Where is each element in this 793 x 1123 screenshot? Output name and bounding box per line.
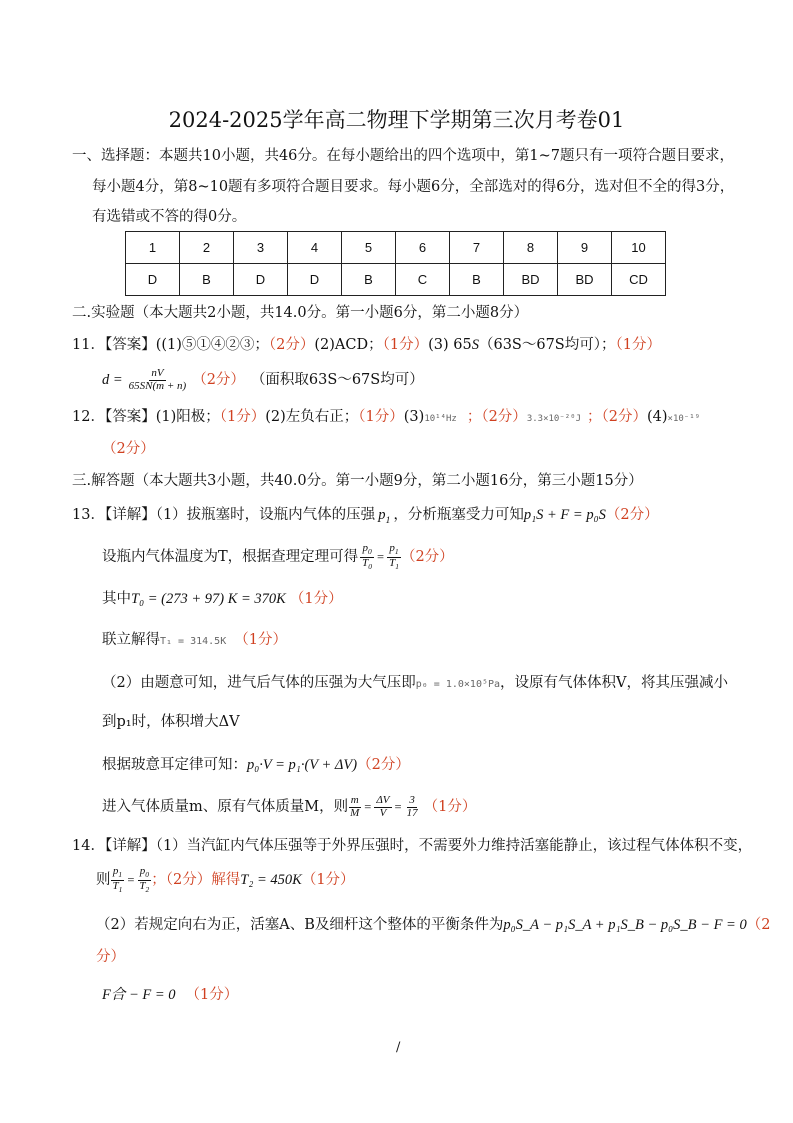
q11-formula-lhs: d =: [102, 372, 123, 389]
q13-l3-score: （1分）: [289, 591, 343, 607]
q13-line3: [102, 589, 343, 609]
table-cell: 4: [288, 232, 342, 264]
q13-l4-score: （1分）: [234, 632, 287, 648]
q14-l3a: （2）若规定向右为正，活塞A、B及细杆这个整体的平衡条件为: [96, 917, 504, 933]
q13-charles-equation: $\frac{p_0}{T_0}$ = $\frac{p_1}{T_1}$: [362, 542, 399, 571]
q11-score2: （1分）: [382, 337, 429, 353]
table-cell: 10: [612, 232, 666, 264]
section1-line1: 一、选择题：本题共10小题，共46分。在每小题给出的四个选项中，第1~7题只有一项符合题目要求，: [72, 148, 734, 164]
page-title: 2024-2025学年高二物理下学期第三次月考卷01: [168, 108, 625, 132]
q14-l2-score2: （1分）: [301, 872, 355, 888]
q13-l4a: 联立解得: [102, 632, 160, 648]
q13-number: 13．: [72, 507, 105, 523]
q13-l7-score: （2分）: [357, 757, 410, 773]
q11-part3c: （63S～67S均可）；: [478, 337, 616, 353]
q12-score2: （1分）: [358, 409, 404, 425]
q14-line4: 分）: [96, 949, 125, 965]
table-cell: 8: [504, 232, 558, 264]
answer-table-number-row: [126, 232, 666, 264]
q13-line7: [102, 755, 410, 775]
q13-l1: （1）拔瓶塞时，设瓶内气体的压强: [155, 507, 376, 523]
q11-part3a: (3) 65: [428, 337, 472, 353]
q13-mass-ratio-equation: $\frac{m}{M}$ = $\frac{\Delta V}{V}$ = $\frac{3}{17}$: [350, 793, 418, 819]
table-cell: 2: [180, 232, 234, 264]
q11-line2: [102, 368, 424, 392]
q14-line3: [96, 915, 770, 935]
q13-tag: 【详解】: [104, 507, 156, 523]
table-cell: C: [396, 264, 450, 296]
q14-number: 14．: [72, 838, 105, 854]
q11-number: 11．: [72, 337, 105, 353]
table-cell: 7: [450, 232, 504, 264]
table-cell: 6: [396, 232, 450, 264]
q11-formula-numerator: nV: [151, 367, 164, 379]
fraction: $\frac{p_1}{T_1}$: [112, 865, 123, 894]
section1-line2: 每小题4分，第8~10题有多项符合题目要求。每小题6分，全部选对的得6分，选对但不全的得3分，: [92, 179, 735, 195]
q13-l1b: ，分析瓶塞受力可知: [393, 507, 524, 523]
q12-part1: (1)阳极；: [155, 409, 220, 425]
fraction: $\frac{m}{M}$: [350, 793, 360, 819]
q13-l2: 设瓶内气体温度为T，根据查理定理可得: [102, 549, 359, 565]
q13-l8-score: （1分）: [423, 799, 477, 815]
q13-l4-equation: T₁ = 314.5K: [160, 636, 227, 647]
q11-part1: ((1)⑤①④②③；: [155, 337, 269, 353]
q11-score4: （2分）: [192, 372, 245, 389]
fraction: $\frac{3}{17}$: [406, 793, 418, 819]
q13-l7a: 根据玻意耳定律可知：: [102, 757, 247, 773]
q12-tag: 【答案】: [104, 409, 156, 425]
fraction: $\frac{p_0}{T_0}$: [362, 542, 373, 571]
q14-l1: （1）当汽缸内气体压强等于外界压强时，不需要外力维持活塞能静止，该过程气体体积不变，: [155, 838, 753, 854]
q12-value3: 10¹⁴Hz: [424, 414, 457, 424]
q12-score5: （2分）: [102, 441, 155, 457]
answer-table: [125, 231, 666, 296]
q12-part3: (3): [403, 409, 425, 425]
q14-tag: 【详解】: [104, 838, 156, 854]
q14-l2a: 则: [96, 872, 111, 888]
q11-note: （面积取63S～67S均可）: [250, 372, 424, 389]
section1-line3: 有选错或不答的得0分。: [92, 209, 247, 225]
q14-l3-equation: p₀S_A − p₁S_A + p₁S_B − p₀S_B − F = 0: [503, 917, 747, 933]
q12-line1: [72, 407, 700, 429]
table-cell: D: [126, 264, 180, 296]
table-cell: CD: [612, 264, 666, 296]
q13-line6: 到p₁时，体积增大ΔV: [102, 714, 240, 730]
table-cell: 9: [558, 232, 612, 264]
q13-line2: [102, 540, 454, 574]
q14-line2: [96, 862, 355, 898]
q11-formula-denominator: 65SN(m + n): [128, 379, 187, 392]
q14-l5-equation: F合 − F = 0: [102, 987, 176, 1003]
q13-l2-score: （2分）: [400, 549, 454, 565]
section3-heading: 三.解答题（本大题共3小题，共40.0分。第一小题9分，第二小题16分，第三小题15分）: [72, 473, 643, 489]
q14-l2-score: ；（2分）解得: [151, 872, 241, 888]
q11-score1: （2分）: [268, 337, 315, 353]
q13-l1-equation: p₁S + F = p₀S: [523, 507, 606, 523]
q12-score3: ；（2分）: [466, 409, 527, 425]
q12-value4: 3.3×10⁻²⁰J: [526, 414, 581, 424]
q11-line1: [72, 335, 661, 355]
q13-line5: [102, 673, 728, 695]
q14-l3-score: （2: [746, 917, 771, 933]
q13-l3a: 其中: [102, 591, 131, 607]
section2-heading: 二.实验题（本大题共2小题，共14.0分。第一小题6分，第二小题8分）: [72, 305, 529, 321]
q12-part4: (4): [646, 409, 668, 425]
q11-part2: (2)ACD；: [314, 337, 383, 353]
q13-l1-score: （2分）: [605, 507, 659, 523]
page-number: /: [396, 1040, 401, 1055]
q11-formula-fraction: [127, 368, 189, 392]
fraction: $\frac{p_0}{T_2}$: [139, 865, 150, 894]
table-cell: 3: [234, 232, 288, 264]
q13-line1: [72, 505, 659, 531]
table-cell: BD: [558, 264, 612, 296]
q13-l5-equation: p₀ = 1.0×10⁵Pa: [415, 679, 501, 690]
q14-line1: [72, 836, 752, 856]
q12-part2: (2)左负右正；: [265, 409, 359, 425]
q13-l3-equation: T₀ = (273 + 97) K = 370K: [131, 591, 286, 607]
fraction: $\frac{p_1}{T_1}$: [389, 542, 399, 571]
q11-part3b: S: [471, 337, 479, 353]
q11-score3: （1分）: [615, 337, 661, 353]
table-cell: D: [288, 264, 342, 296]
q14-line5: [102, 985, 238, 1005]
q13-l5a: （2）由题意可知，进气后气体的压强为大气压即: [102, 675, 416, 691]
q12-number: 12．: [72, 409, 105, 425]
table-cell: 5: [342, 232, 396, 264]
q13-l8a: 进入气体质量m、原有气体质量M，则: [102, 799, 349, 815]
q14-l2-equation: T₂ = 450K: [240, 872, 302, 888]
q13-l5b: ，设原有气体体积V，将其压强减小: [500, 675, 729, 691]
table-cell: B: [342, 264, 396, 296]
q13-line4: [102, 630, 287, 652]
q14-l5-score: （1分）: [185, 987, 239, 1003]
q14-ratio-equation: $\frac{p_1}{T_1}$ = $\frac{p_0}{T_2}$: [112, 865, 150, 894]
table-cell: D: [234, 264, 288, 296]
table-cell: B: [450, 264, 504, 296]
table-cell: 1: [126, 232, 180, 264]
q12-score1: （1分）: [219, 409, 266, 425]
q12-score4: ；（2分）: [587, 409, 647, 425]
q13-l7-equation: p₀·V = p₁·(V + ΔV): [247, 757, 358, 773]
table-cell: BD: [504, 264, 558, 296]
q13-p1-symbol: $p_1$: [378, 507, 391, 526]
answer-table-answer-row: [126, 264, 666, 296]
q13-line8: [102, 789, 476, 825]
fraction: $\frac{\Delta V}{V}$: [376, 793, 390, 819]
q11-tag: 【答案】: [104, 337, 156, 353]
table-cell: B: [180, 264, 234, 296]
q12-value5: ×10⁻¹⁹: [667, 414, 701, 424]
